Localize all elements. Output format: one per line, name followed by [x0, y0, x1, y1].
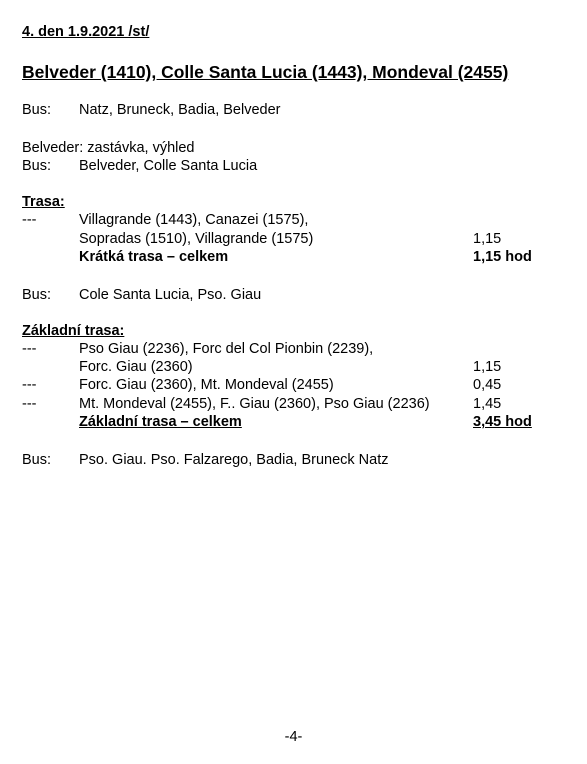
trasa-heading: Trasa: — [22, 194, 65, 210]
zakladni-row-4-text: Mt. Mondeval (2455), F.. Giau (2360), Pso Giau (2236) — [79, 396, 430, 412]
bus3-label: Bus: — [22, 287, 52, 303]
bus2-label: Bus: — [22, 158, 52, 174]
zakladni-row-4-marker: --- — [22, 396, 37, 412]
zakladni-heading: Základní trasa: — [22, 323, 125, 339]
trasa-row-1-marker: --- — [22, 212, 37, 228]
trasa-row-1-text: Villagrande (1443), Canazei (1575), — [79, 212, 309, 228]
zakladni-total-label: Základní trasa – celkem — [79, 414, 242, 430]
bus1-value: Natz, Bruneck, Badia, Belveder — [79, 102, 281, 118]
zakladni-row-1-marker: --- — [22, 341, 37, 357]
zakladni-row-4-value: 1,45 — [473, 396, 502, 412]
page-title: Belveder (1410), Colle Santa Lucia (1443), Mondeval (2455) — [22, 62, 509, 82]
bus3-value: Cole Santa Lucia, Pso. Giau — [79, 287, 262, 303]
bus1-label: Bus: — [22, 102, 52, 118]
page-number: -4- — [284, 729, 303, 745]
belveder-note: Belveder: zastávka, výhled — [22, 140, 195, 156]
day-header: 4. den 1.9.2021 /st/ — [22, 24, 150, 40]
trasa-total-value: 1,15 hod — [473, 249, 532, 265]
zakladni-row-3-value: 0,45 — [473, 377, 502, 393]
bus4-label: Bus: — [22, 452, 52, 468]
trasa-row-2-text: Sopradas (1510), Villagrande (1575) — [79, 231, 314, 247]
zakladni-total-value: 3,45 hod — [473, 414, 532, 430]
bus2-value: Belveder, Colle Santa Lucia — [79, 158, 258, 174]
trasa-total-label: Krátká trasa – celkem — [79, 249, 229, 265]
trasa-row-2-value: 1,15 — [473, 231, 502, 247]
bus4-value: Pso. Giau. Pso. Falzarego, Badia, Bruneck Natz — [79, 452, 389, 468]
zakladni-row-2-text: Forc. Giau (2360) — [79, 359, 193, 375]
zakladni-row-2-value: 1,15 — [473, 359, 502, 375]
zakladni-row-3-text: Forc. Giau (2360), Mt. Mondeval (2455) — [79, 377, 334, 393]
zakladni-row-3-marker: --- — [22, 377, 37, 393]
zakladni-row-1-text: Pso Giau (2236), Forc del Col Pionbin (2239), — [79, 341, 374, 357]
